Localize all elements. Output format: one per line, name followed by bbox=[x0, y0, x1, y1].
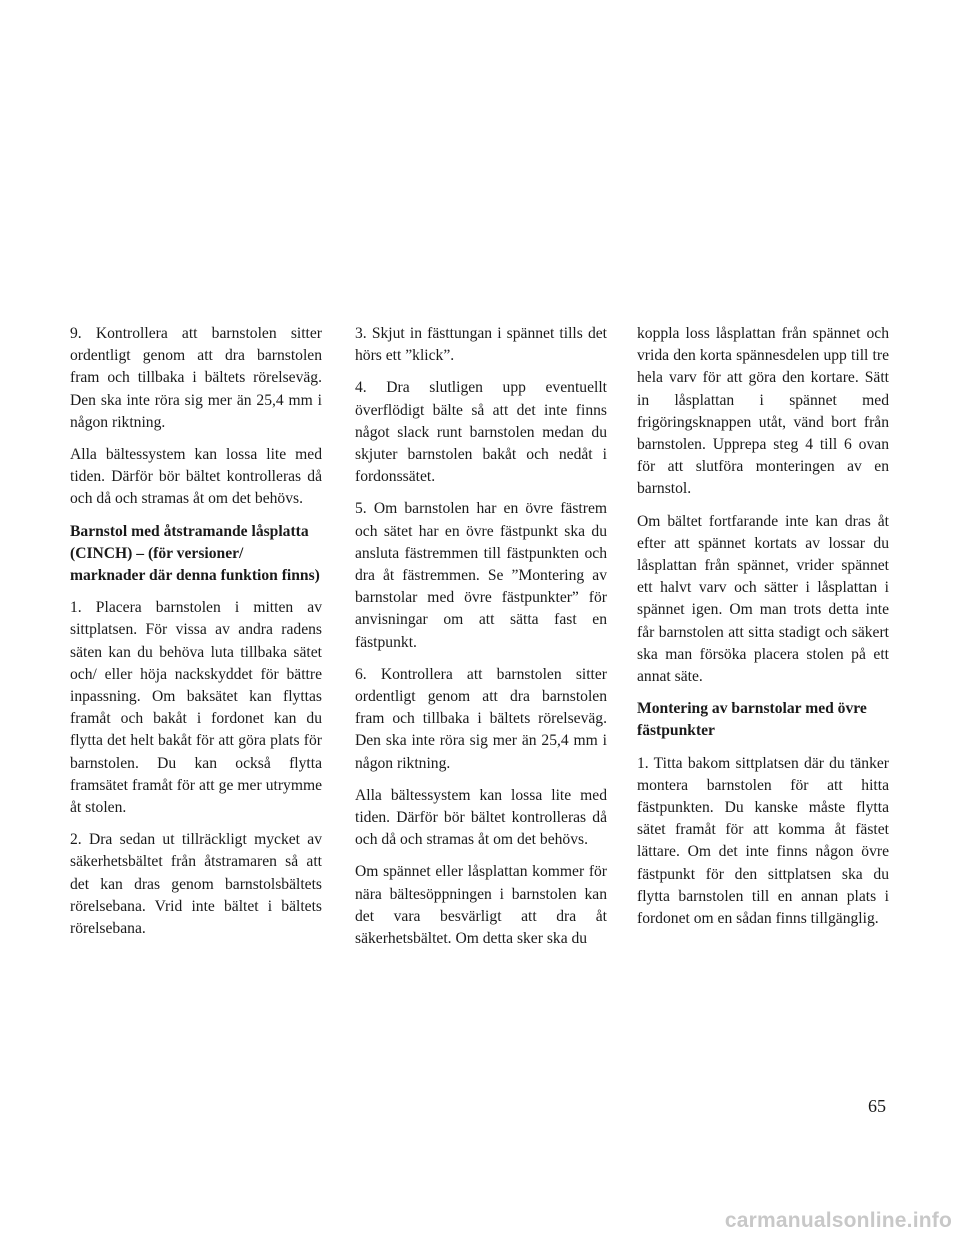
text-column-middle bbox=[355, 323, 607, 960]
body-paragraph: Alla bältessystem kan lossa lite med tiden. Därför bör bältet kontrolleras då och då och stramas åt om det behövs. bbox=[70, 446, 322, 508]
section-heading: Montering av barnstolar med övre fästpunkter bbox=[637, 700, 867, 740]
watermark-link[interactable]: carmanualsonline.info bbox=[724, 1209, 952, 1232]
body-paragraph: Om spännet eller låsplattan kommer för nära bältesöppningen i barnstolen kan det vara besvärligt att dra åt säkerhetsbältet. Om detta sker ska du bbox=[355, 863, 607, 948]
body-paragraph: 1. Titta bakom sittplatsen där du tänker montera barnstolen för att hitta fästpunkten. Du kanske måste flytta sätet framåt för att komma åt fästet lättare. Om det inte finns någon övre fästpunkt för den sittplatsen ska du flytta barnstolen till en annan plats i fordonet om en sådan finns tillgänglig. bbox=[637, 754, 889, 928]
text-column-left bbox=[70, 323, 322, 950]
body-paragraph: Alla bältessystem kan lossa lite med tiden. Därför bör bältet kontrolleras då och då och stramas åt om det behövs. bbox=[355, 786, 607, 849]
body-paragraph: 3. Skjut in fästtungan i spännet tills det hörs ett ”klick”. bbox=[355, 325, 607, 365]
body-paragraph: 1. Placera barnstolen i mitten av sittplatsen. För vissa av andra radens säten kan du behöva luta tillbaka sätet och/ eller höja nackskyddet för bättre inpassning. Om baksätet kan flyttas framåt och bakåt i fordonet kan du flytta det helt bakåt för att göra plats för barnstolen. Du kan också flytta framsätet framåt för att ge mer utrymme åt stolen. bbox=[70, 599, 322, 817]
page-number: 65 bbox=[868, 1096, 886, 1116]
body-paragraph: koppla loss låsplattan från spännet och vrida den korta spännesdelen upp till tre hela varv för att göra den kortare. Sätt in låsplattan i spännet med frigöringsknappen utåt, vänd bort från barnstolen. Upprepa steg 4 till 6 ovan för att slutföra monteringen av en barnstol. bbox=[637, 325, 889, 498]
body-paragraph: 2. Dra sedan ut tillräckligt mycket av säkerhetsbältet från åtstramaren så att det kan dras genom barnstolsbältets rörelsebana. Vrid inte bältet i bältets rörelsebana. bbox=[70, 831, 322, 938]
body-paragraph: 5. Om barnstolen har en övre fästrem och sätet har en övre fästpunkt ska du ansluta fästremmen till fästpunkten och dra åt fästremmen. Se ”Montering av barnstolar med övre fästpunkter” för anvisningar om att sätta fast en fästpunkt. bbox=[355, 500, 607, 651]
body-paragraph: 6. Kontrollera att barnstolen sitter ordentligt genom att dra barnstolen fram och tillbaka i bältets rörelseväg. Den ska inte röra sig mer än 25,4 mm i någon riktning. bbox=[355, 665, 607, 772]
text-column-right bbox=[637, 323, 889, 940]
body-paragraph: 4. Dra slutligen upp eventuellt överflödigt bälte så att det inte finns något slack runt barnstolen medan du skjuter barnstolen bakåt och nedåt i fordonssätet. bbox=[355, 379, 607, 486]
body-paragraph: 9. Kontrollera att barnstolen sitter ordentligt genom att dra barnstolen fram och tillbaka i bältets rörelseväg. Den ska inte röra sig mer än 25,4 mm i någon riktning. bbox=[70, 325, 322, 431]
body-paragraph: Om bältet fortfarande inte kan dras åt efter att spännet kortats av lossar du låsplattan från spännet, vrider spännet ett halvt varv och sätter i låsplattan i spännet igen. Om man trots detta inte får barnstolen att sitta stadigt och säkert ska man försöka placera stolen på ett annat säte. bbox=[637, 512, 889, 686]
section-heading: Barnstol med åtstramande låsplatta (CINCH) – (för versioner/ marknader där denna funktion finns) bbox=[70, 522, 320, 585]
